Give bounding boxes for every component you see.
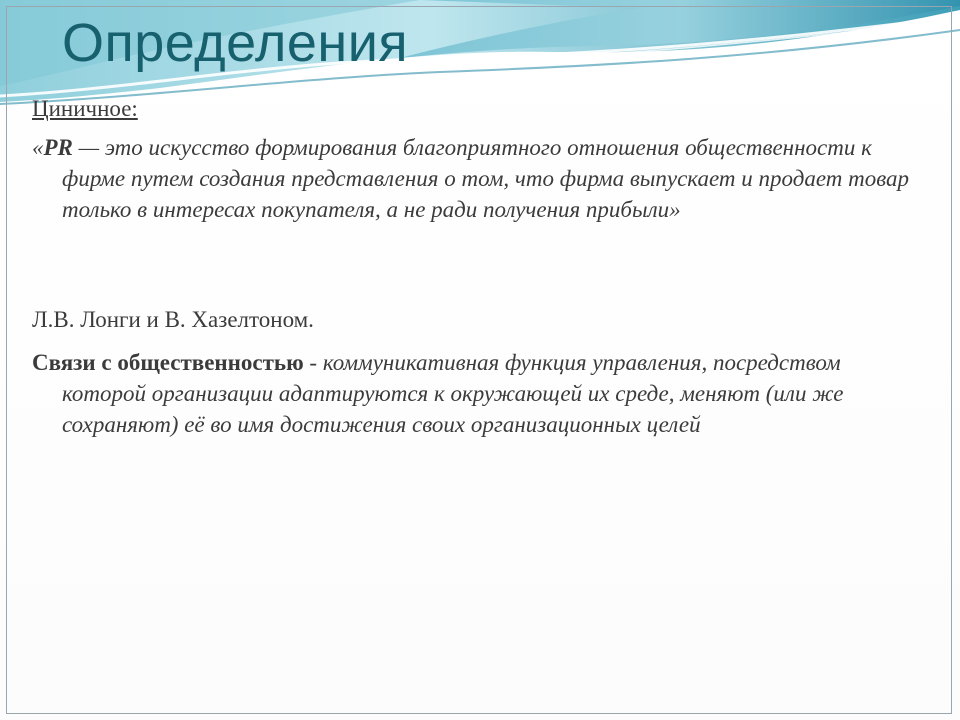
public-relations-term: Связи с общественностью	[32, 350, 304, 375]
authors-line: Л.В. Лонги и В. Хазелтоном.	[32, 307, 314, 332]
pr-definition: — это искусство формирования благоприятного отношения общественности к фирме путем создания представления о том, что фирма выпускает и продает товар только в интересах покупателя, а не ради получения прибыли»	[62, 135, 910, 222]
label-cynical: Циничное:	[32, 96, 138, 121]
term-separator: -	[303, 350, 323, 375]
quote-open: «	[32, 135, 44, 160]
public-relations-paragraph	[32, 347, 912, 440]
slide-body	[32, 93, 912, 440]
pr-term: PR	[43, 135, 73, 160]
public-relations-definition: коммуникативная функция управления, посредством которой организации адаптируются к окружающей их среде, меняют (или же сохраняют) её во имя достижения своих организационных целей	[62, 350, 844, 437]
pr-definition-paragraph	[32, 132, 912, 225]
slide-title: Определения	[62, 13, 409, 73]
